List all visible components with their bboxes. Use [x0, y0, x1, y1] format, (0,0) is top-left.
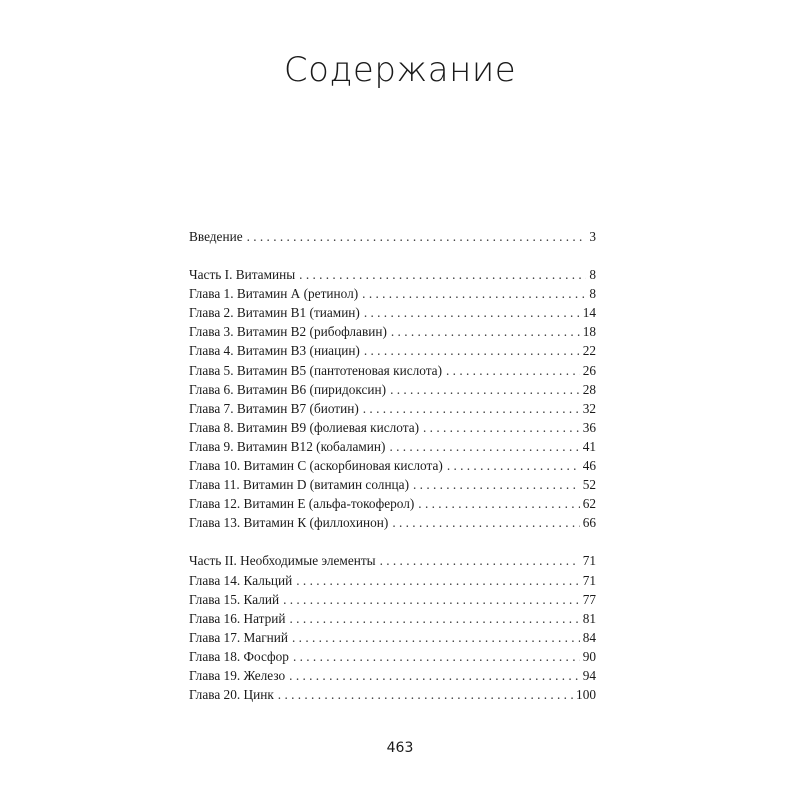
- toc-entry: [189, 609, 596, 628]
- toc-entry-page: 18: [582, 324, 596, 340]
- dot-leader: [390, 380, 580, 399]
- toc-entry-page: 41: [582, 438, 596, 454]
- toc-entry-label: Глава 17. Магний: [189, 629, 289, 645]
- toc-entry: [189, 380, 596, 399]
- toc-entry-label: Глава 15. Калий: [189, 591, 280, 607]
- dot-leader: [392, 513, 579, 532]
- toc-entry-page: 100: [576, 687, 596, 703]
- toc-entry: [189, 571, 596, 590]
- toc-entry-page: 22: [582, 343, 596, 359]
- dot-leader: [413, 475, 580, 494]
- toc-entry-page: 8: [589, 267, 596, 283]
- toc-entry-page: 52: [582, 477, 596, 493]
- dot-leader: [446, 361, 580, 380]
- dot-leader: [447, 456, 580, 475]
- dot-leader: [290, 609, 580, 628]
- toc-entry-page: 28: [582, 381, 596, 397]
- dot-leader: [418, 494, 579, 513]
- toc-entry-page: 71: [582, 553, 596, 569]
- dot-leader: [289, 666, 580, 685]
- toc-entry-label: Глава 20. Цинк: [189, 687, 274, 703]
- toc-entry: [189, 513, 596, 532]
- dot-leader: [364, 303, 580, 322]
- toc-entry-page: 3: [589, 229, 596, 244]
- toc-entry-page: 46: [582, 458, 596, 474]
- table-of-contents: [189, 227, 596, 704]
- toc-entry: [189, 628, 596, 647]
- toc-entry: [189, 418, 596, 437]
- toc-entry-label: Часть I. Витамины: [189, 267, 296, 283]
- dot-leader: [380, 551, 580, 570]
- toc-entry: [189, 284, 596, 303]
- toc-section-part1: [189, 265, 596, 532]
- toc-entry-label: Глава 18. Фосфор: [189, 648, 289, 664]
- toc-entry: [189, 341, 596, 360]
- toc-entry: [189, 666, 596, 685]
- toc-entry: [189, 456, 596, 475]
- toc-entry-label: Глава 5. Витамин В5 (пантотеновая кислота): [189, 362, 443, 378]
- dot-leader: [299, 265, 586, 284]
- toc-entry: [189, 437, 596, 456]
- toc-entry: [189, 551, 596, 570]
- toc-entry-label: Введение: [189, 229, 243, 244]
- dot-leader: [296, 571, 579, 590]
- toc-entry-page: 90: [582, 648, 596, 664]
- toc-entry-label: Глава 16. Натрий: [189, 610, 286, 626]
- toc-entry: [189, 494, 596, 513]
- toc-entry-label: Глава 10. Витамин С (аскорбиновая кислота): [189, 458, 443, 474]
- dot-leader: [283, 590, 580, 609]
- dot-leader: [391, 322, 580, 341]
- toc-entry-page: 84: [582, 629, 596, 645]
- toc-entry-label: Глава 9. Витамин В12 (кобаламин): [189, 438, 386, 454]
- toc-entry-label: Глава 2. Витамин В1 (тиамин): [189, 305, 360, 321]
- toc-entry: [189, 265, 596, 284]
- toc-entry: [189, 361, 596, 380]
- toc-section-intro: [189, 227, 596, 246]
- toc-entry: [189, 685, 596, 704]
- toc-entry: [189, 399, 596, 418]
- page-title: Содержание: [283, 50, 517, 90]
- toc-entry-page: 94: [582, 667, 596, 683]
- dot-leader: [362, 284, 586, 303]
- toc-entry-label: Глава 11. Витамин D (витамин солнца): [189, 477, 410, 493]
- toc-entry: [189, 647, 596, 666]
- toc-entry-page: 62: [582, 496, 596, 512]
- toc-entry-label: Глава 19. Железо: [189, 667, 286, 683]
- toc-entry: [189, 475, 596, 494]
- toc-entry-page: 32: [582, 400, 596, 416]
- toc-entry-page: 8: [589, 286, 596, 302]
- toc-entry-label: Глава 7. Витамин В7 (биотин): [189, 400, 359, 416]
- page-number: 463: [386, 740, 414, 756]
- dot-leader: [293, 647, 580, 666]
- toc-entry-page: 14: [582, 305, 596, 321]
- toc-entry-label: Глава 4. Витамин В3 (ниацин): [189, 343, 360, 359]
- toc-entry: [189, 227, 596, 246]
- toc-entry-label: Часть II. Необходимые элементы: [189, 553, 376, 569]
- toc-entry: [189, 590, 596, 609]
- toc-entry: [189, 322, 596, 341]
- dot-leader: [363, 399, 580, 418]
- toc-entry-page: 71: [582, 572, 596, 588]
- dot-leader: [278, 685, 573, 704]
- dot-leader: [389, 437, 579, 456]
- toc-entry-label: Глава 6. Витамин В6 (пиридоксин): [189, 381, 387, 397]
- toc-entry-page: 81: [582, 610, 596, 626]
- toc-entry: [189, 303, 596, 322]
- toc-entry-label: Глава 12. Витамин Е (альфа-токоферол): [189, 496, 415, 512]
- toc-entry-page: 77: [582, 591, 596, 607]
- toc-section-part2: [189, 551, 596, 704]
- toc-entry-label: Глава 8. Витамин В9 (фолиевая кислота): [189, 419, 420, 435]
- toc-entry-page: 36: [582, 419, 596, 435]
- toc-entry-label: Глава 3. Витамин В2 (рибофлавин): [189, 324, 387, 340]
- dot-leader: [247, 227, 587, 246]
- toc-entry-label: Глава 13. Витамин К (филлохинон): [189, 515, 389, 531]
- dot-leader: [423, 418, 580, 437]
- toc-entry-label: Глава 14. Кальций: [189, 572, 293, 588]
- dot-leader: [364, 341, 580, 360]
- toc-entry-page: 26: [582, 362, 596, 378]
- toc-entry-label: Глава 1. Витамин А (ретинол): [189, 286, 359, 302]
- toc-entry-page: 66: [582, 515, 596, 531]
- dot-leader: [292, 628, 580, 647]
